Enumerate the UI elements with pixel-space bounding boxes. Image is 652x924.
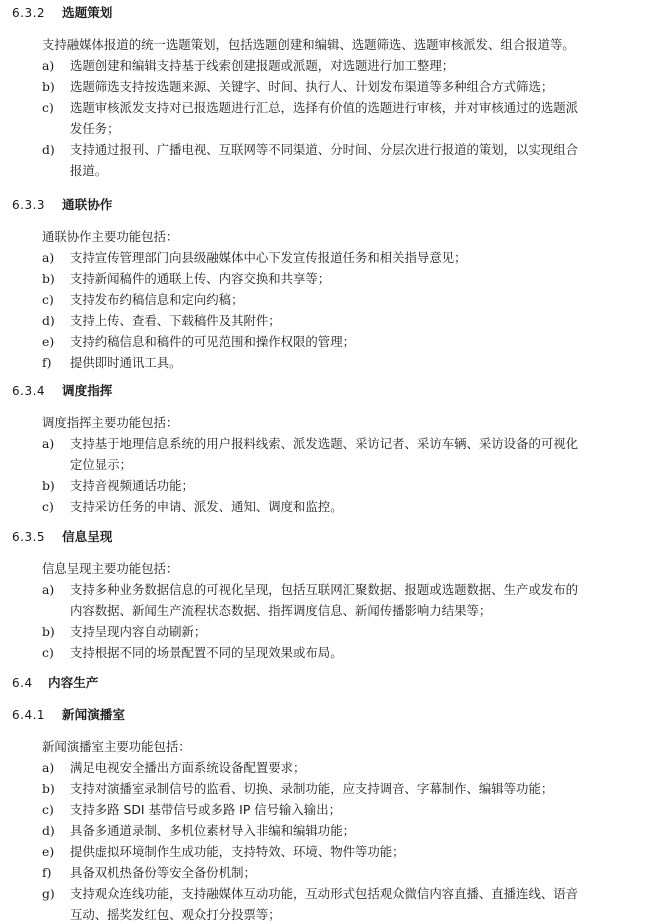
section-number: 6.4.1 (12, 708, 46, 722)
section-number: 6.3.4 (12, 384, 46, 398)
list-marker: f) (42, 355, 52, 370)
section-number: 6.3.5 (12, 530, 46, 544)
list-item-text: 支持呈现内容自动刷新； (70, 624, 207, 639)
section-number: 6.4 (12, 676, 33, 690)
list-item-text: 选题筛选支持按选题来源、关键字、时间、执行人、计划发布渠道等多种组合方式筛选； (70, 79, 554, 94)
section-title: 信息呈现 (62, 529, 113, 544)
list-marker: c) (42, 100, 54, 115)
list-marker: a) (42, 436, 55, 451)
list-item-text: 支持采访任务的申请、派发、通知、调度和监控。 (70, 499, 343, 514)
list-marker: c) (42, 802, 54, 817)
list-marker: e) (42, 844, 55, 859)
list-item-text: 支持基于地理信息系统的用户报料线索、派发选题、采访记者、采访车辆、采访设备的可视化 (70, 436, 579, 451)
list-item-text: 具备多通道录制、多机位素材导入非编和编辑功能； (70, 823, 355, 838)
list-item-text: 支持根据不同的场景配置不同的呈现效果或布局。 (70, 645, 343, 660)
list-marker: a) (42, 582, 55, 597)
list-marker: b) (42, 271, 55, 286)
list-item-text: 报道。 (70, 163, 108, 178)
list-marker: d) (42, 142, 55, 157)
section-title: 内容生产 (48, 675, 99, 690)
section-title: 新闻演播室 (62, 707, 125, 722)
section-title: 通联协作 (62, 197, 113, 212)
list-item-text: 支持约稿信息和稿件的可见范围和操作权限的管理； (70, 334, 355, 349)
list-marker: b) (42, 478, 55, 493)
list-item-text: 支持通过报刊、广播电视、互联网等不同渠道、分时间、分层次进行报道的策划，以实现组合 (70, 142, 579, 157)
list-marker: b) (42, 79, 55, 94)
section-number: 6.3.3 (12, 198, 46, 212)
list-item-text: 互动、摇奖发红包、观众打分投票等； (70, 907, 281, 922)
intro-text: 信息呈现主要功能包括： (42, 561, 179, 576)
section-title: 选题策划 (62, 5, 113, 20)
intro-text: 新闻演播室主要功能包括： (42, 739, 191, 754)
list-marker: d) (42, 823, 55, 838)
list-item-text: 支持上传、查看、下载稿件及其附件； (70, 313, 281, 328)
list-marker: c) (42, 645, 54, 660)
list-item-text: 支持新闻稿件的通联上传、内容交换和共享等； (70, 271, 331, 286)
list-marker: e) (42, 334, 55, 349)
intro-text: 调度指挥主要功能包括： (42, 415, 179, 430)
list-marker: a) (42, 250, 55, 265)
intro-text: 支持融媒体报道的统一选题策划，包括选题创建和编辑、选题筛选、选题审核派发、组合报道等。 (42, 37, 575, 52)
list-item-text: 提供虚拟环境制作生成功能，支持特效、环境、物件等功能； (70, 844, 405, 859)
list-marker: c) (42, 292, 54, 307)
list-item-text: 选题审核派发支持对已报选题进行汇总，选择有价值的选题进行审核，并对审核通过的选题派 (70, 100, 579, 115)
list-item-text: 内容数据、新闻生产流程状态数据、指挥调度信息、新闻传播影响力结果等； (70, 603, 492, 618)
list-marker: f) (42, 865, 52, 880)
list-item-text: 选题创建和编辑支持基于线索创建报题或派题，对选题进行加工整理； (70, 58, 455, 73)
list-marker: c) (42, 499, 54, 514)
list-item-text: 支持多路 SDI 基带信号或多路 IP 信号输入输出； (70, 802, 341, 817)
list-item-text: 支持对演播室录制信号的监看、切换、录制功能，应支持调音、字幕制作、编辑等功能； (70, 781, 554, 796)
list-item-text: 支持观众连线功能，支持融媒体互动功能，互动形式包括观众微信内容直播、直播连线、语音 (70, 886, 579, 901)
intro-text: 通联协作主要功能包括： (42, 229, 179, 244)
list-item-text: 满足电视安全播出方面系统设备配置要求； (70, 760, 306, 775)
list-item-text: 支持音视频通话功能； (70, 478, 194, 493)
list-marker: b) (42, 624, 55, 639)
list-marker: b) (42, 781, 55, 796)
list-item-text: 支持多种业务数据信息的可视化呈现，包括互联网汇聚数据、报题或选题数据、生产或发布的 (70, 582, 579, 597)
list-item-text: 定位显示； (70, 457, 132, 472)
section-title: 调度指挥 (62, 383, 113, 398)
list-marker: a) (42, 760, 55, 775)
list-item-text: 发任务； (70, 121, 120, 136)
list-item-text: 提供即时通讯工具。 (70, 355, 182, 370)
list-marker: d) (42, 313, 55, 328)
list-item-text: 具备双机热备份等安全备份机制； (70, 865, 256, 880)
section-number: 6.3.2 (12, 6, 46, 20)
list-item-text: 支持发布约稿信息和定向约稿； (70, 292, 244, 307)
list-marker: g) (42, 886, 55, 901)
list-item-text: 支持宣传管理部门向县级融媒体中心下发宣传报道任务和相关指导意见； (70, 250, 467, 265)
list-marker: a) (42, 58, 55, 73)
